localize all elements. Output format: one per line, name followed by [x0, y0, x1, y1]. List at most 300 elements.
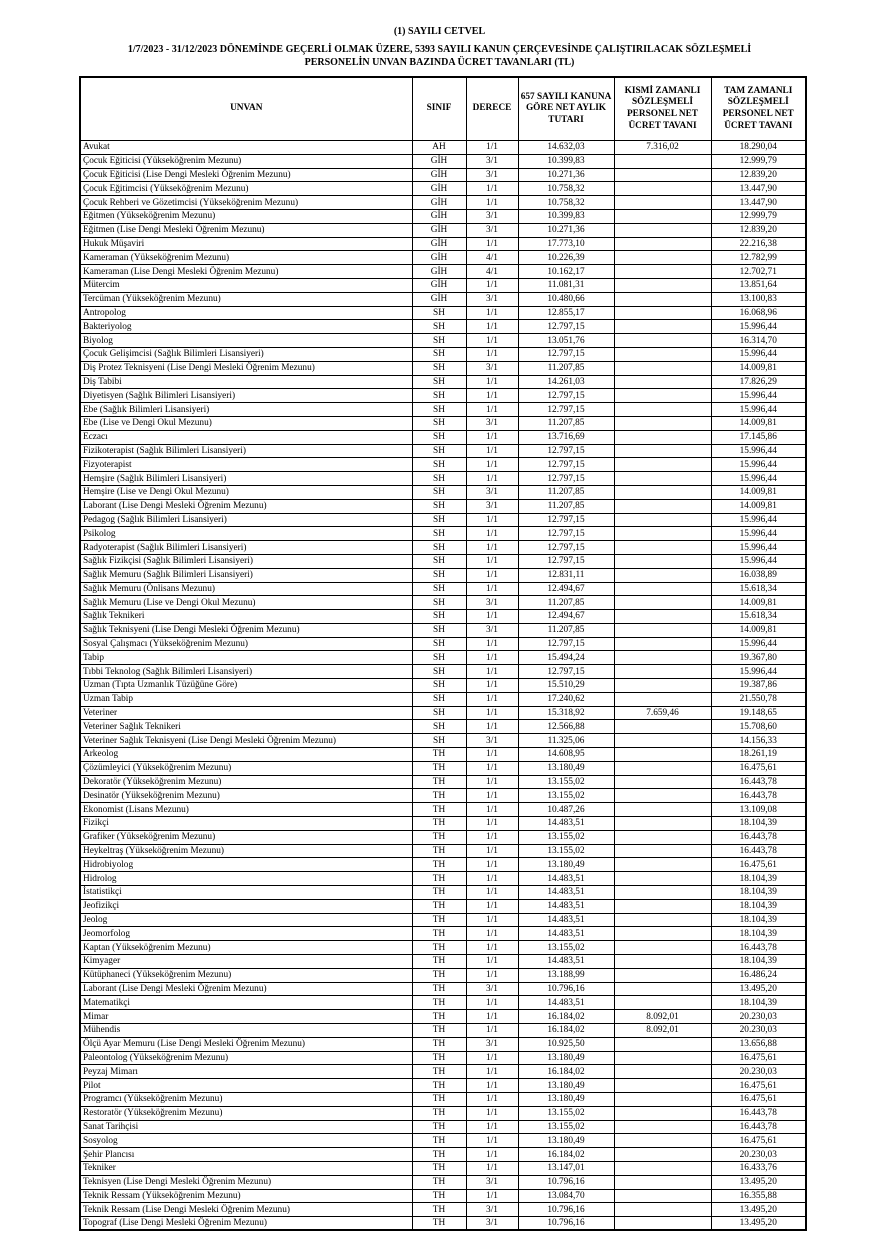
cell-kismi: [614, 637, 711, 651]
cell-unvan: Pedagog (Sağlık Bilimleri Lisansiyeri): [80, 513, 412, 527]
cell-kismi: [614, 347, 711, 361]
cell-sinif: TH: [412, 789, 466, 803]
cell-kismi: [614, 968, 711, 982]
cell-sinif: SH: [412, 403, 466, 417]
cell-unvan: Sanat Tarihçisi: [80, 1120, 412, 1134]
cell-unvan: Tıbbi Teknolog (Sağlık Bilimleri Lisansiyeri): [80, 665, 412, 679]
cell-unvan: Antropolog: [80, 306, 412, 320]
cell-kismi: [614, 941, 711, 955]
cell-sinif: SH: [412, 651, 466, 665]
cell-derece: 1/1: [466, 968, 518, 982]
cell-net-aylik: 14.608,95: [518, 748, 614, 762]
cell-net-aylik: 14.483,51: [518, 913, 614, 927]
cell-net-aylik: 10.796,16: [518, 982, 614, 996]
cell-unvan: Çocuk Rehberi ve Gözetimcisi (Yükseköğrenim Mezunu): [80, 196, 412, 210]
cell-unvan: Kimyager: [80, 955, 412, 969]
cell-unvan: Mimar: [80, 1010, 412, 1024]
cell-kismi: [614, 789, 711, 803]
cell-sinif: SH: [412, 499, 466, 513]
cell-net-aylik: 15.318,92: [518, 706, 614, 720]
cell-sinif: SH: [412, 347, 466, 361]
cell-sinif: TH: [412, 1106, 466, 1120]
cell-derece: 1/1: [466, 1120, 518, 1134]
cell-net-aylik: 12.797,15: [518, 403, 614, 417]
cell-net-aylik: 12.797,15: [518, 554, 614, 568]
cell-net-aylik: 12.797,15: [518, 637, 614, 651]
table-row: [80, 955, 806, 969]
table-row: [80, 320, 806, 334]
cell-net-aylik: 12.855,17: [518, 306, 614, 320]
cell-sinif: SH: [412, 582, 466, 596]
cell-kismi: [614, 251, 711, 265]
cell-unvan: Pilot: [80, 1079, 412, 1093]
table-row: [80, 154, 806, 168]
cell-tam: 15.618,34: [711, 610, 806, 624]
cell-derece: 3/1: [466, 596, 518, 610]
table-row: [80, 1010, 806, 1024]
cell-unvan: Çözümleyici (Yükseköğrenim Mezunu): [80, 761, 412, 775]
cell-tam: 12.839,20: [711, 223, 806, 237]
cell-derece: 1/1: [466, 637, 518, 651]
cell-tam: 16.475,61: [711, 1051, 806, 1065]
table-row: [80, 679, 806, 693]
cell-derece: 1/1: [466, 1106, 518, 1120]
table-row: [80, 968, 806, 982]
cell-net-aylik: 17.773,10: [518, 237, 614, 251]
cell-net-aylik: 10.487,26: [518, 803, 614, 817]
cell-tam: 15.996,44: [711, 541, 806, 555]
cell-sinif: TH: [412, 913, 466, 927]
cell-sinif: GİH: [412, 209, 466, 223]
cell-sinif: TH: [412, 1134, 466, 1148]
cell-tam: 15.996,44: [711, 444, 806, 458]
cell-unvan: Hemşire (Lise ve Dengi Okul Mezunu): [80, 485, 412, 499]
table-row: [80, 596, 806, 610]
document-subtitle-line1: 1/7/2023 - 31/12/2023 DÖNEMİNDE GEÇERLİ OLMAK ÜZERE, 5393 SAYILI KANUN ÇERÇEVESİNDE ÇALIŞTIRILACAK SÖZLEŞMELİ: [127, 44, 752, 55]
cell-tam: 15.996,44: [711, 554, 806, 568]
cell-unvan: Peyzaj Mimarı: [80, 1065, 412, 1079]
cell-sinif: SH: [412, 361, 466, 375]
cell-tam: 22.216,38: [711, 237, 806, 251]
cell-unvan: Şehir Plancısı: [80, 1148, 412, 1162]
cell-unvan: Hidrobiyolog: [80, 858, 412, 872]
table-row: [80, 913, 806, 927]
cell-kismi: [614, 513, 711, 527]
cell-sinif: SH: [412, 527, 466, 541]
cell-unvan: Grafiker (Yükseköğrenim Mezunu): [80, 830, 412, 844]
cell-tam: 16.433,76: [711, 1161, 806, 1175]
cell-unvan: Tercüman (Yükseköğrenim Mezunu): [80, 292, 412, 306]
cell-unvan: Topograf (Lise Dengi Mesleki Öğrenim Mezunu): [80, 1217, 412, 1231]
cell-kismi: [614, 582, 711, 596]
cell-net-aylik: 12.797,15: [518, 513, 614, 527]
cell-kismi: 8.092,01: [614, 1024, 711, 1038]
cell-net-aylik: 11.207,85: [518, 416, 614, 430]
table-row: [80, 265, 806, 279]
cell-unvan: Jeomorfolog: [80, 927, 412, 941]
cell-net-aylik: 12.797,15: [518, 472, 614, 486]
cell-tam: 18.290,04: [711, 141, 806, 155]
cell-net-aylik: 13.180,49: [518, 1051, 614, 1065]
table-header-row: [80, 77, 806, 141]
cell-derece: 1/1: [466, 665, 518, 679]
cell-derece: 1/1: [466, 320, 518, 334]
cell-net-aylik: 10.758,32: [518, 196, 614, 210]
cell-derece: 1/1: [466, 955, 518, 969]
cell-unvan: Hidrolog: [80, 872, 412, 886]
cell-tam: 12.999,79: [711, 154, 806, 168]
cell-net-aylik: 13.155,02: [518, 775, 614, 789]
cell-derece: 1/1: [466, 182, 518, 196]
table-row: [80, 554, 806, 568]
cell-derece: 1/1: [466, 1079, 518, 1093]
cell-net-aylik: 17.240,62: [518, 692, 614, 706]
cell-sinif: SH: [412, 679, 466, 693]
cell-kismi: [614, 196, 711, 210]
table-row: [80, 458, 806, 472]
cell-tam: 14.009,81: [711, 361, 806, 375]
cell-tam: 13.656,88: [711, 1037, 806, 1051]
cell-kismi: [614, 554, 711, 568]
cell-unvan: Bakteriyolog: [80, 320, 412, 334]
cell-tam: 16.475,61: [711, 1079, 806, 1093]
table-row: [80, 444, 806, 458]
cell-unvan: Sağlık Teknisyeni (Lise Dengi Mesleki Öğrenim Mezunu): [80, 623, 412, 637]
table-row: [80, 830, 806, 844]
table-row: [80, 582, 806, 596]
table-row: [80, 1203, 806, 1217]
cell-unvan: Hukuk Müşaviri: [80, 237, 412, 251]
cell-unvan: Diş Protez Teknisyeni (Lise Dengi Mesleki Öğrenim Mezunu): [80, 361, 412, 375]
cell-sinif: GİH: [412, 168, 466, 182]
cell-derece: 3/1: [466, 982, 518, 996]
cell-tam: 15.996,44: [711, 637, 806, 651]
cell-unvan: Sağlık Memuru (Önlisans Mezunu): [80, 582, 412, 596]
cell-kismi: [614, 1065, 711, 1079]
table-row: [80, 748, 806, 762]
cell-kismi: [614, 1217, 711, 1231]
cell-sinif: GİH: [412, 196, 466, 210]
cell-derece: 3/1: [466, 1175, 518, 1189]
cell-kismi: [614, 748, 711, 762]
cell-net-aylik: 14.483,51: [518, 927, 614, 941]
cell-kismi: [614, 692, 711, 706]
cell-unvan: Veteriner Sağlık Teknikeri: [80, 720, 412, 734]
cell-derece: 1/1: [466, 830, 518, 844]
table-row: [80, 1175, 806, 1189]
cell-kismi: [614, 761, 711, 775]
cell-tam: 15.996,44: [711, 403, 806, 417]
cell-derece: 1/1: [466, 858, 518, 872]
cell-sinif: TH: [412, 1161, 466, 1175]
cell-derece: 1/1: [466, 334, 518, 348]
cell-unvan: Uzman Tabip: [80, 692, 412, 706]
cell-derece: 1/1: [466, 568, 518, 582]
cell-derece: 1/1: [466, 941, 518, 955]
cell-net-aylik: 16.184,02: [518, 1148, 614, 1162]
cell-net-aylik: 14.483,51: [518, 817, 614, 831]
column-header-sinif: SINIF: [412, 77, 466, 141]
cell-unvan: Sağlık Memuru (Sağlık Bilimleri Lisansiyeri): [80, 568, 412, 582]
cell-kismi: [614, 223, 711, 237]
cell-net-aylik: 12.494,67: [518, 610, 614, 624]
cell-tam: 13.495,20: [711, 1175, 806, 1189]
cell-sinif: SH: [412, 623, 466, 637]
cell-unvan: Veteriner: [80, 706, 412, 720]
cell-net-aylik: 16.184,02: [518, 1010, 614, 1024]
cell-sinif: TH: [412, 1189, 466, 1203]
cell-net-aylik: 12.797,15: [518, 527, 614, 541]
cell-derece: 1/1: [466, 651, 518, 665]
cell-sinif: TH: [412, 1010, 466, 1024]
cell-unvan: Tekniker: [80, 1161, 412, 1175]
table-row: [80, 899, 806, 913]
cell-derece: 3/1: [466, 168, 518, 182]
cell-unvan: Ölçü Ayar Memuru (Lise Dengi Mesleki Öğrenim Mezunu): [80, 1037, 412, 1051]
cell-tam: 20.230,03: [711, 1065, 806, 1079]
cell-unvan: Uzman (Tıpta Uzmanlık Tüzüğüne Göre): [80, 679, 412, 693]
cell-derece: 3/1: [466, 499, 518, 513]
cell-unvan: Jeofizikçi: [80, 899, 412, 913]
table-row: [80, 651, 806, 665]
column-header-unvan: UNVAN: [80, 77, 412, 141]
cell-unvan: Diş Tabibi: [80, 375, 412, 389]
cell-unvan: Çocuk Eğiticisi (Yükseköğrenim Mezunu): [80, 154, 412, 168]
cell-kismi: [614, 913, 711, 927]
table-row: [80, 334, 806, 348]
cell-unvan: Sağlık Fizikçisi (Sağlık Bilimleri Lisansiyeri): [80, 554, 412, 568]
cell-net-aylik: 13.188,99: [518, 968, 614, 982]
cell-derece: 3/1: [466, 1203, 518, 1217]
cell-net-aylik: 12.797,15: [518, 665, 614, 679]
cell-unvan: Çocuk Eğiticisi (Lise Dengi Mesleki Öğrenim Mezunu): [80, 168, 412, 182]
table-row: [80, 927, 806, 941]
cell-kismi: [614, 499, 711, 513]
cell-derece: 3/1: [466, 1217, 518, 1231]
cell-tam: 16.443,78: [711, 1106, 806, 1120]
cell-kismi: 8.092,01: [614, 1010, 711, 1024]
cell-sinif: SH: [412, 472, 466, 486]
cell-tam: 18.104,39: [711, 996, 806, 1010]
cell-sinif: SH: [412, 610, 466, 624]
cell-tam: 14.009,81: [711, 499, 806, 513]
cell-kismi: [614, 1134, 711, 1148]
cell-kismi: [614, 817, 711, 831]
cell-derece: 1/1: [466, 1161, 518, 1175]
cell-unvan: Diyetisyen (Sağlık Bilimleri Lisansiyeri): [80, 389, 412, 403]
cell-net-aylik: 11.207,85: [518, 623, 614, 637]
cell-derece: 3/1: [466, 734, 518, 748]
cell-unvan: Hemşire (Sağlık Bilimleri Lisansiyeri): [80, 472, 412, 486]
cell-sinif: TH: [412, 761, 466, 775]
table-row: [80, 858, 806, 872]
cell-sinif: SH: [412, 458, 466, 472]
table-row: [80, 1189, 806, 1203]
table-row: [80, 844, 806, 858]
cell-net-aylik: 11.081,31: [518, 278, 614, 292]
table-row: [80, 761, 806, 775]
cell-sinif: TH: [412, 1079, 466, 1093]
cell-sinif: TH: [412, 1024, 466, 1038]
table-row: [80, 941, 806, 955]
cell-net-aylik: 12.566,88: [518, 720, 614, 734]
cell-sinif: TH: [412, 803, 466, 817]
cell-net-aylik: 13.051,76: [518, 334, 614, 348]
cell-net-aylik: 14.483,51: [518, 955, 614, 969]
cell-net-aylik: 11.207,85: [518, 361, 614, 375]
cell-sinif: GİH: [412, 278, 466, 292]
cell-derece: 1/1: [466, 1010, 518, 1024]
cell-net-aylik: 13.180,49: [518, 1134, 614, 1148]
cell-kismi: [614, 720, 711, 734]
cell-tam: 16.475,61: [711, 1092, 806, 1106]
cell-net-aylik: 12.797,15: [518, 347, 614, 361]
column-header-kismi-zamanli: KISMİ ZAMANLI SÖZLEŞMELİ PERSONEL NET ÜCRET TAVANI: [614, 77, 711, 141]
cell-derece: 1/1: [466, 527, 518, 541]
cell-kismi: [614, 651, 711, 665]
cell-unvan: Restoratör (Yükseköğrenim Mezunu): [80, 1106, 412, 1120]
cell-kismi: [614, 430, 711, 444]
cell-sinif: TH: [412, 872, 466, 886]
cell-derece: 3/1: [466, 209, 518, 223]
table-row: [80, 996, 806, 1010]
cell-unvan: Teknisyen (Lise Dengi Mesleki Öğrenim Mezunu): [80, 1175, 412, 1189]
cell-sinif: SH: [412, 444, 466, 458]
cell-tam: 12.702,71: [711, 265, 806, 279]
cell-net-aylik: 14.483,51: [518, 899, 614, 913]
cell-tam: 13.100,83: [711, 292, 806, 306]
cell-sinif: TH: [412, 941, 466, 955]
cell-net-aylik: 14.483,51: [518, 886, 614, 900]
cell-kismi: [614, 803, 711, 817]
cell-sinif: TH: [412, 968, 466, 982]
cell-net-aylik: 13.155,02: [518, 844, 614, 858]
cell-net-aylik: 10.271,36: [518, 168, 614, 182]
table-row: [80, 209, 806, 223]
cell-sinif: TH: [412, 899, 466, 913]
cell-sinif: TH: [412, 1120, 466, 1134]
cell-derece: 1/1: [466, 789, 518, 803]
cell-kismi: [614, 389, 711, 403]
cell-tam: 18.104,39: [711, 955, 806, 969]
table-row: [80, 610, 806, 624]
cell-tam: 13.495,20: [711, 1217, 806, 1231]
cell-unvan: Heykeltraş (Yükseköğrenim Mezunu): [80, 844, 412, 858]
cell-sinif: SH: [412, 554, 466, 568]
cell-kismi: [614, 844, 711, 858]
cell-net-aylik: 10.399,83: [518, 154, 614, 168]
cell-sinif: TH: [412, 1175, 466, 1189]
cell-derece: 3/1: [466, 361, 518, 375]
cell-sinif: SH: [412, 734, 466, 748]
cell-kismi: [614, 168, 711, 182]
cell-kismi: [614, 361, 711, 375]
cell-net-aylik: 10.796,16: [518, 1175, 614, 1189]
cell-net-aylik: 13.180,49: [518, 858, 614, 872]
cell-unvan: Paleontolog (Yükseköğrenim Mezunu): [80, 1051, 412, 1065]
table-row: [80, 541, 806, 555]
cell-kismi: [614, 982, 711, 996]
cell-unvan: Fizyoterapist: [80, 458, 412, 472]
cell-kismi: [614, 1092, 711, 1106]
cell-sinif: SH: [412, 637, 466, 651]
cell-unvan: Fizikçi: [80, 817, 412, 831]
cell-unvan: Fizikoterapist (Sağlık Bilimleri Lisansiyeri): [80, 444, 412, 458]
cell-net-aylik: 10.925,50: [518, 1037, 614, 1051]
cell-net-aylik: 16.184,02: [518, 1024, 614, 1038]
cell-tam: 17.826,29: [711, 375, 806, 389]
cell-kismi: [614, 568, 711, 582]
cell-sinif: SH: [412, 416, 466, 430]
table-row: [80, 1051, 806, 1065]
cell-derece: 3/1: [466, 623, 518, 637]
cell-kismi: [614, 665, 711, 679]
cell-kismi: [614, 858, 711, 872]
table-row: [80, 775, 806, 789]
table-row: [80, 817, 806, 831]
cell-tam: 20.230,03: [711, 1010, 806, 1024]
cell-derece: 1/1: [466, 1051, 518, 1065]
cell-derece: 1/1: [466, 141, 518, 155]
cell-net-aylik: 11.325,06: [518, 734, 614, 748]
table-row: [80, 1120, 806, 1134]
cell-derece: 1/1: [466, 761, 518, 775]
cell-net-aylik: 12.797,15: [518, 389, 614, 403]
table-row: [80, 292, 806, 306]
cell-unvan: Matematikçi: [80, 996, 412, 1010]
cell-tam: 16.475,61: [711, 761, 806, 775]
cell-net-aylik: 13.155,02: [518, 941, 614, 955]
cell-unvan: Desinatör (Yükseköğrenim Mezunu): [80, 789, 412, 803]
table-body: [80, 141, 806, 1231]
cell-kismi: [614, 830, 711, 844]
table-row: [80, 472, 806, 486]
cell-kismi: [614, 775, 711, 789]
cell-kismi: [614, 1037, 711, 1051]
document-title: (1) SAYILI CETVEL: [393, 26, 486, 37]
table-row: [80, 1079, 806, 1093]
cell-sinif: TH: [412, 775, 466, 789]
cell-sinif: GİH: [412, 182, 466, 196]
cell-unvan: Sosyolog: [80, 1134, 412, 1148]
cell-derece: 3/1: [466, 223, 518, 237]
cell-derece: 3/1: [466, 154, 518, 168]
cell-net-aylik: 13.155,02: [518, 1120, 614, 1134]
cell-kismi: [614, 403, 711, 417]
cell-tam: 16.486,24: [711, 968, 806, 982]
cell-kismi: [614, 1175, 711, 1189]
cell-kismi: [614, 416, 711, 430]
table-row: [80, 720, 806, 734]
cell-derece: 3/1: [466, 292, 518, 306]
table-row: [80, 789, 806, 803]
cell-sinif: TH: [412, 1065, 466, 1079]
cell-tam: 15.996,44: [711, 513, 806, 527]
cell-sinif: TH: [412, 1037, 466, 1051]
cell-tam: 13.109,08: [711, 803, 806, 817]
cell-sinif: SH: [412, 665, 466, 679]
cell-sinif: GİH: [412, 265, 466, 279]
cell-tam: 14.009,81: [711, 623, 806, 637]
cell-tam: 16.443,78: [711, 844, 806, 858]
cell-sinif: SH: [412, 334, 466, 348]
cell-derece: 1/1: [466, 237, 518, 251]
cell-net-aylik: 12.797,15: [518, 458, 614, 472]
cell-kismi: [614, 610, 711, 624]
cell-tam: 16.475,61: [711, 858, 806, 872]
cell-tam: 17.145,86: [711, 430, 806, 444]
cell-kismi: [614, 154, 711, 168]
